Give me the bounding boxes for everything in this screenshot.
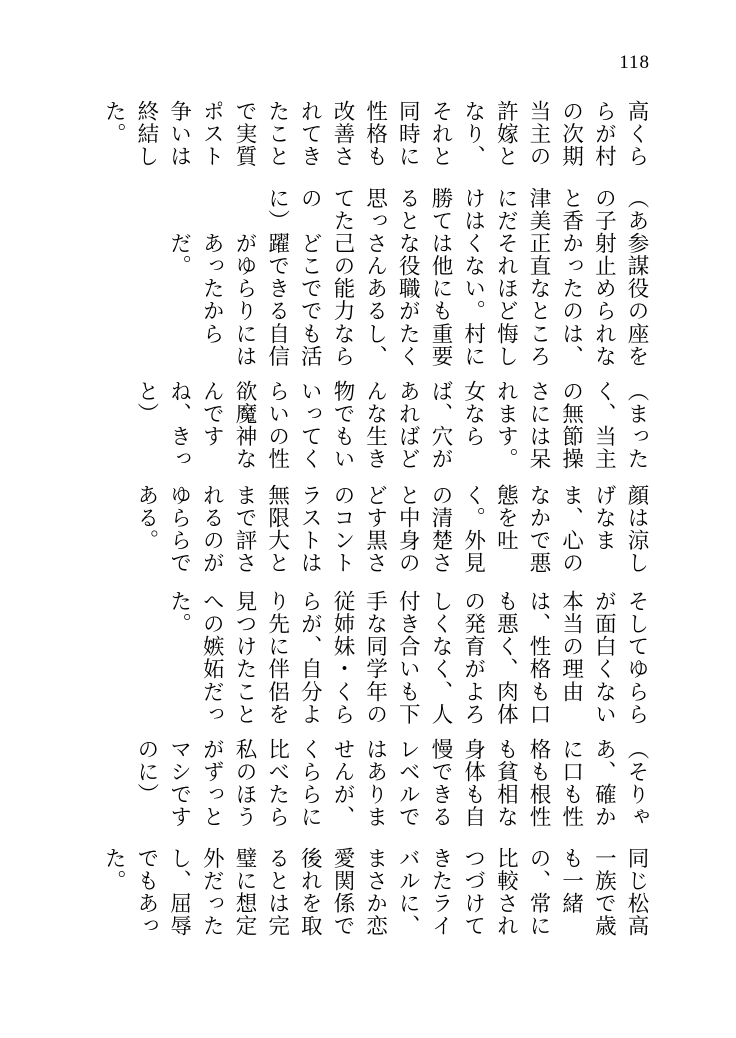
paragraph: 参謀役の座を射止められなかったのは、正直なところそれほど悔しくない。村には他にも重要な役職がたくさんあるし、己の能力ならどこででも活躍できる自信がゆらりにはあったからだ。	[166, 232, 649, 368]
paragraph: そしてゆららが面白くない本当の理由は、性格も口も悪く、肉体の発育がよろしくなく、人付き合いも下手な同学年の従姉妹・くららが、自分より先に伴侶を見つけたことへの嫉妬だった。	[166, 589, 649, 726]
page-number: 118	[619, 52, 650, 73]
paragraph: （あの子と香津美にだけは勝てると思ってたのに）	[264, 186, 649, 233]
paragraph: （そりゃあ、確かに口も性格も根性も貧相な身体も自慢できるレベルではありませんが、くららに比べたら私のほうがずっとマシですのに）	[133, 737, 649, 829]
paragraph: 同じ松高一族で歳も一緒の、常に比較されつづけてきたライバルに、まさか恋愛関係で後れを取るとは完璧に想定外だったし、屈辱でもあった。	[101, 847, 649, 938]
paragraph: （まったく、当主の無節操さには呆れます。女ならば、穴があればどんな生き物でもいいってくらいの性欲魔神なんですね、きっと）	[133, 379, 649, 471]
paragraph: 高くららが村の次期当主の許嫁となり、それと同時に性格も改善されてきたことで実質ポスト争いは終結した。	[101, 100, 649, 168]
paragraph: 顔は涼しげなまま、心のなかで悪態を吐く。外見の清楚さと中身のどす黒さのコントラストは無限大とまで評されるのがゆららである。	[133, 483, 649, 575]
page-text-body	[60, 100, 652, 960]
